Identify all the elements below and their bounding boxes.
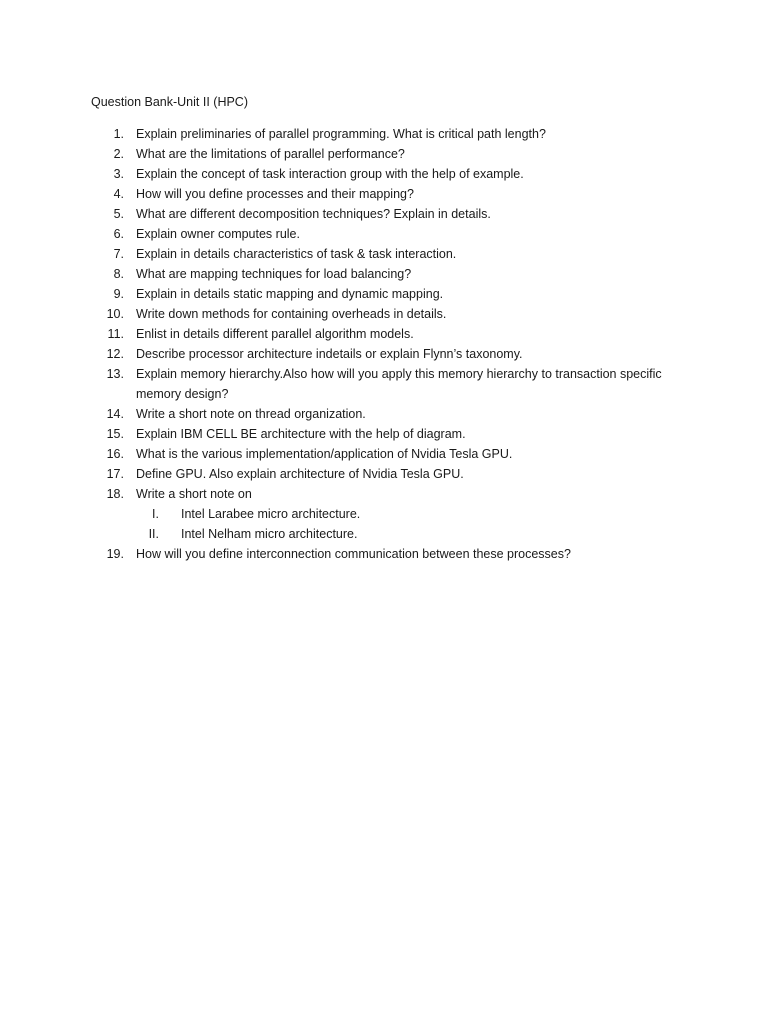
question-number: 4. xyxy=(113,187,124,201)
question-item xyxy=(0,304,768,324)
question-list xyxy=(0,124,768,564)
sub-question-text: Intel Nelham micro architecture. xyxy=(181,527,358,541)
question-item xyxy=(0,444,768,464)
question-text: Explain the concept of task interaction group with the help of example. xyxy=(136,167,524,181)
question-text: Write a short note on thread organization. xyxy=(136,407,366,421)
question-text: Explain IBM CELL BE architecture with the help of diagram. xyxy=(136,427,466,441)
question-text: Explain preliminaries of parallel programming. What is critical path length? xyxy=(136,127,546,141)
question-text: What are different decomposition techniques? Explain in details. xyxy=(136,207,491,221)
question-item xyxy=(0,164,768,184)
question-item xyxy=(0,144,768,164)
sub-question-number: II. xyxy=(148,527,159,541)
question-number: 11. xyxy=(107,327,124,341)
question-number: 5. xyxy=(113,207,124,221)
question-number: 2. xyxy=(113,147,124,161)
question-number: 17. xyxy=(106,467,124,481)
sub-question-item xyxy=(136,504,678,524)
question-text: What is the various implementation/application of Nvidia Tesla GPU. xyxy=(136,447,513,461)
question-number: 8. xyxy=(113,267,124,281)
question-number: 10. xyxy=(106,307,124,321)
question-item xyxy=(0,324,768,344)
question-item xyxy=(0,344,768,364)
sub-question-number: I. xyxy=(152,507,159,521)
document-title: Question Bank-Unit II (HPC) xyxy=(91,95,248,109)
question-number: 14. xyxy=(106,407,124,421)
question-item xyxy=(0,284,768,304)
question-text: Describe processor architecture indetails or explain Flynn’s taxonomy. xyxy=(136,347,523,361)
sub-question-item xyxy=(136,524,678,544)
question-item xyxy=(0,464,768,484)
question-number: 18. xyxy=(106,487,124,501)
question-item xyxy=(0,124,768,144)
question-item xyxy=(0,484,768,544)
question-text: Explain in details static mapping and dynamic mapping. xyxy=(136,287,444,301)
question-text: Explain owner computes rule. xyxy=(136,227,300,241)
question-text: Write down methods for containing overheads in details. xyxy=(136,307,447,321)
sub-question-text: Intel Larabee micro architecture. xyxy=(181,507,361,521)
question-text: Write a short note on xyxy=(136,487,252,501)
question-number: 9. xyxy=(113,287,124,301)
question-text: Explain in details characteristics of task & task interaction. xyxy=(136,247,457,261)
question-text: Define GPU. Also explain architecture of Nvidia Tesla GPU. xyxy=(136,467,464,481)
question-number: 13. xyxy=(106,367,124,381)
question-text: Explain memory hierarchy.Also how will you apply this memory hierarchy to transaction specific memory design? xyxy=(136,367,662,401)
question-number: 3. xyxy=(113,167,124,181)
question-number: 1. xyxy=(113,127,124,141)
question-number: 6. xyxy=(113,227,124,241)
question-item xyxy=(0,264,768,284)
question-item xyxy=(0,224,768,244)
question-number: 7. xyxy=(113,247,124,261)
question-number: 15. xyxy=(106,427,124,441)
question-item xyxy=(0,364,768,404)
question-text: How will you define interconnection communication between these processes? xyxy=(136,547,571,561)
question-number: 12. xyxy=(106,347,124,361)
sub-question-list xyxy=(136,504,678,544)
question-number: 16. xyxy=(106,447,124,461)
question-item xyxy=(0,244,768,264)
question-text: Enlist in details different parallel algorithm models. xyxy=(136,327,414,341)
question-item xyxy=(0,184,768,204)
question-item xyxy=(0,404,768,424)
question-text: What are the limitations of parallel performance? xyxy=(136,147,405,161)
question-item xyxy=(0,204,768,224)
question-item xyxy=(0,424,768,444)
question-number: 19. xyxy=(106,547,124,561)
question-item xyxy=(0,544,768,564)
question-text: What are mapping techniques for load balancing? xyxy=(136,267,412,281)
question-text: How will you define processes and their mapping? xyxy=(136,187,414,201)
